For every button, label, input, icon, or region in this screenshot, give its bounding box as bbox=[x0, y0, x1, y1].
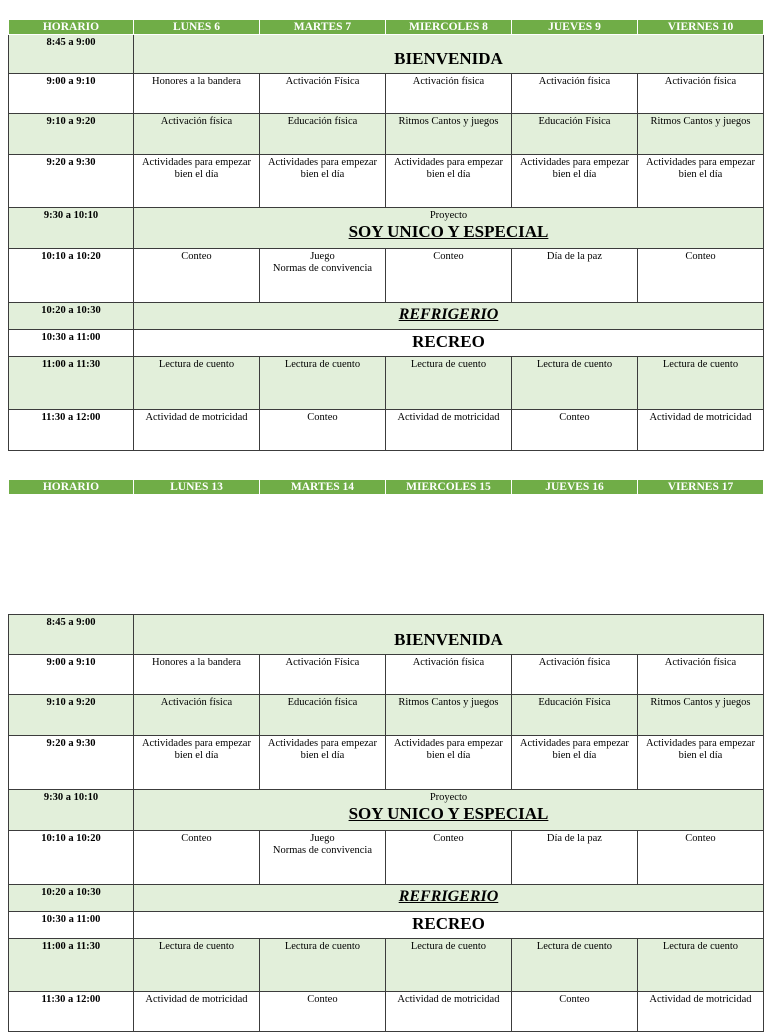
activity-cell: Actividades para empezar bien el día bbox=[511, 155, 637, 208]
activity-cell: Actividad de motricidad bbox=[637, 410, 763, 451]
activity-cell: Lectura de cuento bbox=[385, 939, 511, 992]
activity-cell: Actividades para empezar bien el día bbox=[133, 736, 259, 790]
activity-cell: Lectura de cuento bbox=[259, 357, 385, 410]
header-row bbox=[9, 20, 764, 35]
activity-cell: Conteo bbox=[637, 249, 763, 303]
row-honores bbox=[9, 74, 764, 114]
time-cell: 9:20 a 9:30 bbox=[9, 736, 134, 790]
header-day: MARTES 14 bbox=[259, 480, 385, 495]
activity-cell: Ritmos Cantos y juegos bbox=[385, 114, 511, 155]
header-day: MIERCOLES 8 bbox=[385, 20, 511, 35]
activity-cell: Día de la paz bbox=[511, 831, 637, 885]
time-cell: 9:30 a 10:10 bbox=[9, 790, 134, 831]
header-horario: HORARIO bbox=[9, 480, 134, 495]
refrigerio-cell bbox=[133, 885, 763, 912]
row-conteo bbox=[9, 831, 764, 885]
time-cell: 10:30 a 11:00 bbox=[9, 330, 134, 357]
proyecto-title: SOY UNICO Y ESPECIAL bbox=[348, 222, 549, 241]
row-proyecto bbox=[9, 790, 764, 831]
activity-cell: Lectura de cuento bbox=[511, 939, 637, 992]
activity-cell: Activación Física bbox=[259, 655, 385, 695]
proyecto-cell bbox=[133, 790, 763, 831]
time-cell: 9:00 a 9:10 bbox=[9, 655, 134, 695]
bienvenida-label: BIENVENIDA bbox=[394, 630, 503, 649]
activity-cell: Lectura de cuento bbox=[637, 939, 763, 992]
activity-cell: Juego Normas de convivencia bbox=[259, 249, 385, 303]
activity-cell: Educación física bbox=[259, 695, 385, 736]
activity-cell: Activación física bbox=[133, 114, 259, 155]
bienvenida-label: BIENVENIDA bbox=[394, 49, 503, 68]
row-refrigerio bbox=[9, 303, 764, 330]
row-bienvenida bbox=[9, 35, 764, 74]
activity-cell: Conteo bbox=[259, 410, 385, 451]
activity-cell: Conteo bbox=[133, 831, 259, 885]
activity-cell: Actividad de motricidad bbox=[133, 410, 259, 451]
activity-cell: Activación física bbox=[511, 655, 637, 695]
time-cell: 8:45 a 9:00 bbox=[9, 35, 134, 74]
activity-cell: Conteo bbox=[133, 249, 259, 303]
recreo-cell bbox=[133, 330, 763, 357]
header-day: LUNES 6 bbox=[133, 20, 259, 35]
time-cell: 10:30 a 11:00 bbox=[9, 912, 134, 939]
activity-cell: Juego Normas de convivencia bbox=[259, 831, 385, 885]
activity-cell: Actividades para empezar bien el día bbox=[637, 155, 763, 208]
activity-cell: Actividades para empezar bien el día bbox=[637, 736, 763, 790]
activity-cell: Conteo bbox=[385, 249, 511, 303]
activity-cell: Activación Física bbox=[259, 74, 385, 114]
header-day: JUEVES 9 bbox=[511, 20, 637, 35]
activity-cell: Actividad de motricidad bbox=[385, 992, 511, 1032]
schedule-header-week-2 bbox=[8, 479, 764, 495]
activity-cell: Lectura de cuento bbox=[511, 357, 637, 410]
proyecto-small-label: Proyecto bbox=[429, 792, 468, 803]
activity-cell: Día de la paz bbox=[511, 249, 637, 303]
row-honores bbox=[9, 655, 764, 695]
activity-cell: Ritmos Cantos y juegos bbox=[385, 695, 511, 736]
schedule-table-week-2 bbox=[8, 614, 764, 1032]
time-cell: 10:20 a 10:30 bbox=[9, 303, 134, 330]
header-day: MIERCOLES 15 bbox=[385, 480, 511, 495]
proyecto-cell bbox=[133, 208, 763, 249]
time-cell: 9:20 a 9:30 bbox=[9, 155, 134, 208]
time-cell: 11:00 a 11:30 bbox=[9, 939, 134, 992]
proyecto-title: SOY UNICO Y ESPECIAL bbox=[348, 804, 549, 823]
activity-cell: Activación física bbox=[133, 695, 259, 736]
row-lectura bbox=[9, 357, 764, 410]
activity-cell: Lectura de cuento bbox=[385, 357, 511, 410]
activity-cell: Ritmos Cantos y juegos bbox=[637, 695, 763, 736]
header-day: LUNES 13 bbox=[133, 480, 259, 495]
recreo-label: RECREO bbox=[412, 914, 485, 933]
row-actividades bbox=[9, 736, 764, 790]
row-activacion bbox=[9, 114, 764, 155]
time-cell: 9:10 a 9:20 bbox=[9, 695, 134, 736]
time-cell: 10:10 a 10:20 bbox=[9, 249, 134, 303]
activity-cell: Actividad de motricidad bbox=[637, 992, 763, 1032]
time-cell: 11:30 a 12:00 bbox=[9, 410, 134, 451]
refrigerio-cell bbox=[133, 303, 763, 330]
row-activacion bbox=[9, 695, 764, 736]
recreo-cell bbox=[133, 912, 763, 939]
header-day: MARTES 7 bbox=[259, 20, 385, 35]
activity-cell: Educación Física bbox=[511, 695, 637, 736]
activity-cell: Conteo bbox=[385, 831, 511, 885]
activity-cell: Lectura de cuento bbox=[637, 357, 763, 410]
bienvenida-cell bbox=[133, 615, 763, 655]
activity-cell: Conteo bbox=[259, 992, 385, 1032]
header-horario: HORARIO bbox=[9, 20, 134, 35]
recreo-label: RECREO bbox=[412, 332, 485, 351]
time-cell: 10:10 a 10:20 bbox=[9, 831, 134, 885]
row-recreo bbox=[9, 330, 764, 357]
activity-cell: Activación física bbox=[637, 655, 763, 695]
activity-cell: Lectura de cuento bbox=[133, 939, 259, 992]
activity-cell: Activación física bbox=[385, 655, 511, 695]
row-motricidad bbox=[9, 410, 764, 451]
activity-cell: Activación física bbox=[385, 74, 511, 114]
activity-cell: Honores a la bandera bbox=[133, 655, 259, 695]
activity-cell: Conteo bbox=[511, 992, 637, 1032]
activity-cell: Actividades para empezar bien el día bbox=[385, 736, 511, 790]
refrigerio-label: REFRIGERIO bbox=[398, 888, 499, 905]
time-cell: 9:30 a 10:10 bbox=[9, 208, 134, 249]
time-cell: 8:45 a 9:00 bbox=[9, 615, 134, 655]
activity-cell: Conteo bbox=[637, 831, 763, 885]
time-cell: 10:20 a 10:30 bbox=[9, 885, 134, 912]
time-cell: 11:00 a 11:30 bbox=[9, 357, 134, 410]
activity-cell: Honores a la bandera bbox=[133, 74, 259, 114]
refrigerio-label: REFRIGERIO bbox=[398, 306, 499, 323]
time-cell: 9:10 a 9:20 bbox=[9, 114, 134, 155]
activity-cell: Ritmos Cantos y juegos bbox=[637, 114, 763, 155]
time-cell: 9:00 a 9:10 bbox=[9, 74, 134, 114]
row-actividades bbox=[9, 155, 764, 208]
row-refrigerio bbox=[9, 885, 764, 912]
row-proyecto bbox=[9, 208, 764, 249]
activity-cell: Lectura de cuento bbox=[259, 939, 385, 992]
row-recreo bbox=[9, 912, 764, 939]
activity-cell: Activación física bbox=[511, 74, 637, 114]
activity-cell: Educación física bbox=[259, 114, 385, 155]
time-cell: 11:30 a 12:00 bbox=[9, 992, 134, 1032]
activity-cell: Conteo bbox=[511, 410, 637, 451]
schedule-table-week-1 bbox=[8, 19, 764, 451]
header-day: VIERNES 17 bbox=[637, 480, 763, 495]
activity-cell: Actividades para empezar bien el día bbox=[385, 155, 511, 208]
activity-cell: Actividades para empezar bien el día bbox=[259, 155, 385, 208]
activity-cell: Lectura de cuento bbox=[133, 357, 259, 410]
activity-cell: Educación Física bbox=[511, 114, 637, 155]
row-lectura bbox=[9, 939, 764, 992]
row-motricidad bbox=[9, 992, 764, 1032]
activity-cell: Actividades para empezar bien el día bbox=[511, 736, 637, 790]
row-bienvenida bbox=[9, 615, 764, 655]
header-day: JUEVES 16 bbox=[511, 480, 637, 495]
header-day: VIERNES 10 bbox=[637, 20, 763, 35]
row-conteo bbox=[9, 249, 764, 303]
activity-cell: Actividades para empezar bien el día bbox=[259, 736, 385, 790]
activity-cell: Actividad de motricidad bbox=[133, 992, 259, 1032]
activity-cell: Actividades para empezar bien el día bbox=[133, 155, 259, 208]
activity-cell: Activación física bbox=[637, 74, 763, 114]
bienvenida-cell bbox=[133, 35, 763, 74]
proyecto-small-label: Proyecto bbox=[429, 210, 468, 221]
header-row bbox=[9, 480, 764, 495]
activity-cell: Actividad de motricidad bbox=[385, 410, 511, 451]
